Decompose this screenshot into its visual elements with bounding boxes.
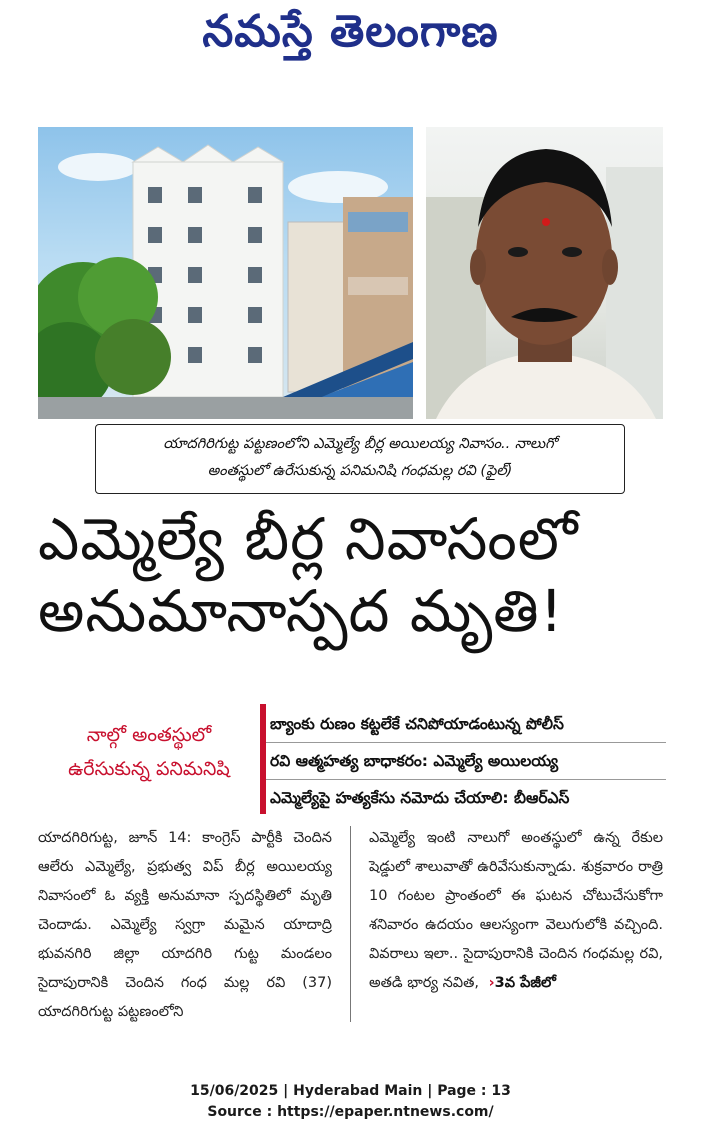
- subhead-bullets: [266, 706, 666, 816]
- bullet-item: రవి ఆత్మహత్య బాధాకరం: ఎమ్మెల్యే అయిలయ్య: [266, 743, 666, 780]
- footer-source[interactable]: Source : https://epaper.ntnews.com/: [207, 1104, 494, 1120]
- headline: [38, 503, 668, 647]
- headline-line-2: అనుమానాస్పద మృతి!: [38, 577, 564, 645]
- photo-row: [38, 127, 663, 419]
- building-photo: [38, 127, 413, 419]
- article-column-right: [369, 824, 663, 998]
- bullet-item: బ్యాంకు రుణం కట్టలేకే చనిపోయాడంటున్న పోలీస్: [266, 706, 666, 743]
- column-divider: [350, 826, 351, 1022]
- kicker-line-1: నాల్గో అంతస్థులో: [86, 724, 212, 746]
- headline-line-1: ఎమ్మెల్యే బీర్ల నివాసంలో: [38, 505, 579, 573]
- masthead-logo: నమస్తే తెలంగాణ: [202, 6, 499, 57]
- subhead-kicker: [38, 710, 260, 806]
- kicker-line-2: ఉరేసుకున్న పనిమనిషి: [68, 758, 230, 780]
- photo-caption: [95, 424, 625, 494]
- article-column-left: యాదగిరిగుట్ట, జూన్ 14: కాంగ్రెస్ పార్టీకి చెందిన ఆలేరు ఎమ్మెల్యే, ప్రభుత్వ విప్ బీర్ల అయిలయ్య నివాసంలో ఓ వ్యక్తి అనుమానా స్పదస్థితిలో మృతి చెందాడు. ఎమ్మెల్యే స్వగ్రా మమైన యాదాద్రి భువనగిరి జిల్లా యాదగిరి గుట్ట మండలం సైదాపురానికి చెందిన గంధ మల్ల రవి (37) యాదగిరిగుట్ట పట్టణంలోని: [38, 830, 332, 1020]
- footer-dateline: 15/06/2025 | Hyderabad Main | Page : 13: [190, 1083, 511, 1099]
- caption-line-2: అంతస్థులో ఉరేసుకున్న పనిమనిషి గంధమల్ల రవి (ఫైల్): [207, 463, 513, 479]
- bullet-item: ఎమ్మెల్యేపై హత్యకేసు నమోదు చేయాలి: బీఆర్ఎస్: [270, 789, 570, 807]
- article-right-text: ఎమ్మెల్యే ఇంటి నాలుగో అంతస్థులో ఉన్న రేకుల షెడ్డులో శాలువాతో ఉరివేసుకున్నాడు. శుక్రవారం రాత్రి 10 గంటల ప్రాంతంలో ఈ ఘటన చోటుచేసుకోగా శనివారం ఉదయం ఆలస్యంగా వెలుగులోకి వచ్చింది. వివరాలు ఇలా.. సైదాపురానికి చెందిన గంధమల్ల రవి, అతడి భార్య నవిత,: [369, 830, 663, 991]
- caption-line-1: యాదగిరిగుట్ట పట్టణంలోని ఎమ్మెల్యే బీర్ల అయిలయ్య నివాసం.. నాలుగో: [163, 436, 557, 452]
- continued-link[interactable]: 3వ పేజీలో: [494, 975, 556, 991]
- portrait-photo: [426, 127, 663, 419]
- continued-arrow-icon: ›: [483, 975, 495, 991]
